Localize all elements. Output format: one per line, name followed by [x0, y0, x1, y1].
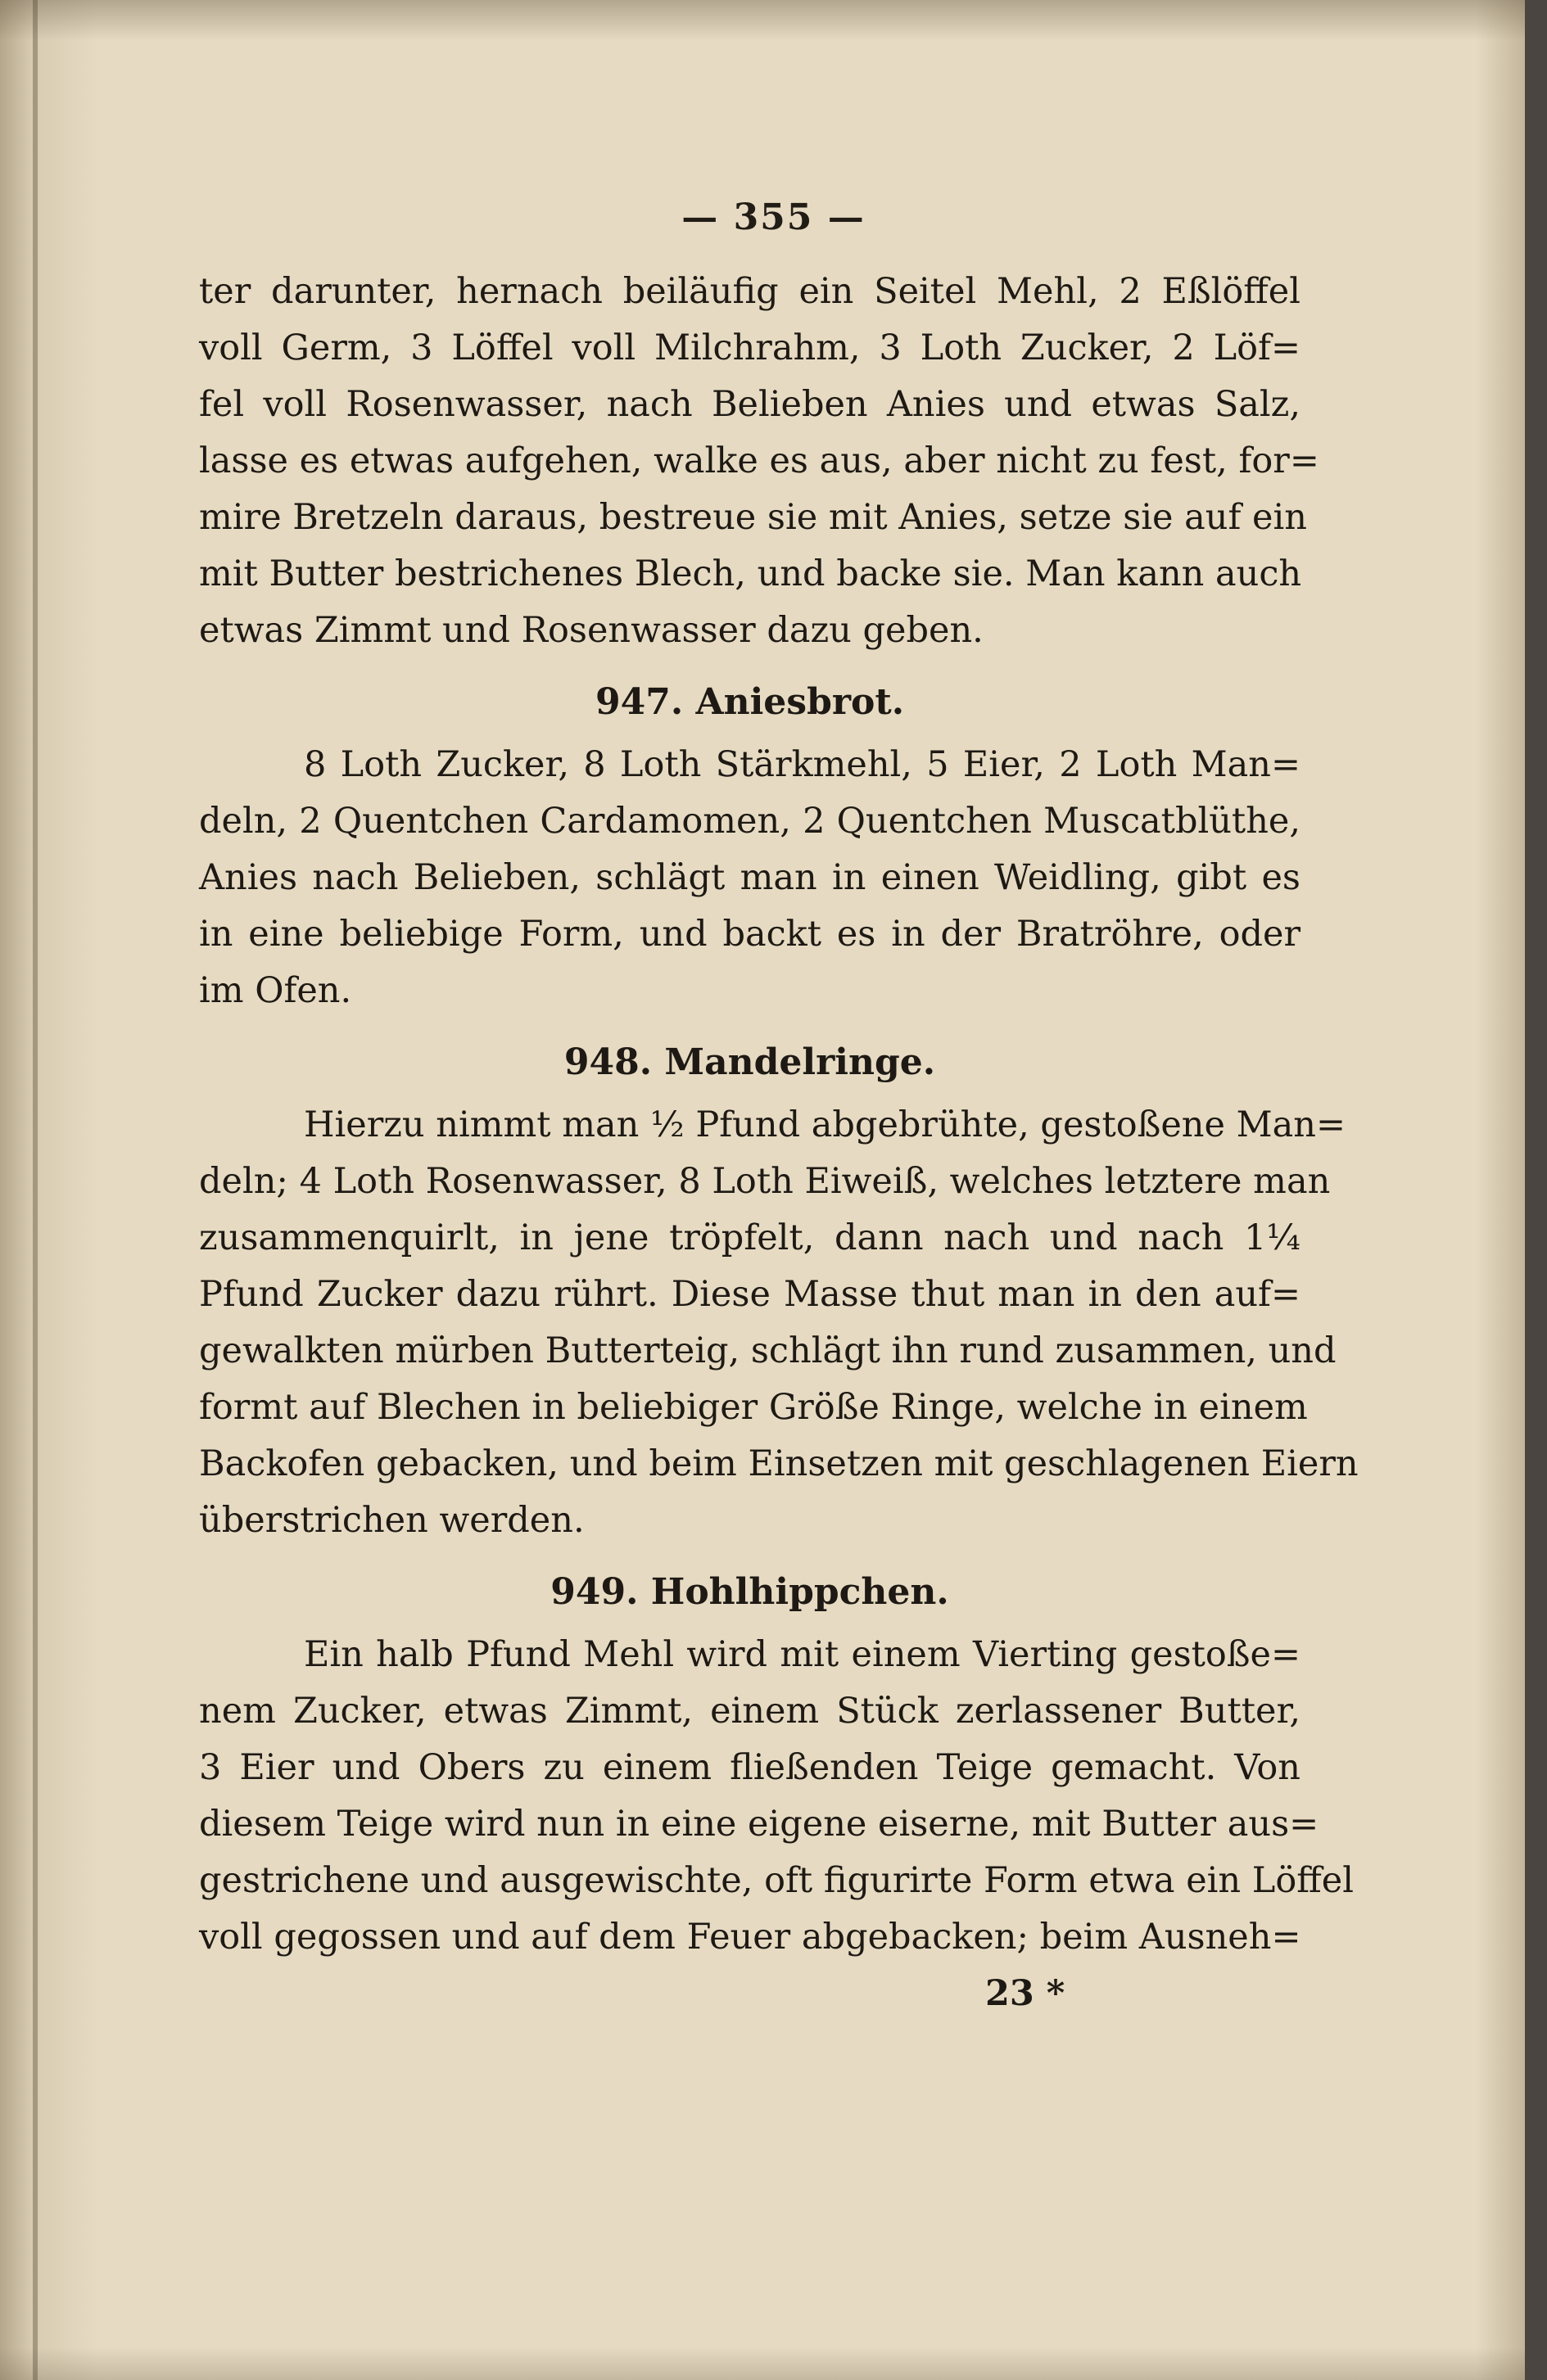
text-line: formt auf Blechen in beliebiger Größe Ringe, welche in einem	[199, 1387, 1308, 1428]
text-line: Hierzu nimmt man ½ Pfund abgebrühte, gestoßene Man=	[304, 1104, 1346, 1145]
text-line: ter darunter, hernach beiläufig ein Seitel Mehl, 2 Eßlöffel	[199, 271, 1300, 312]
recipe-947	[199, 674, 1300, 1019]
text-line: lasse es etwas aufgehen, walke es aus, aber nicht zu fest, for=	[199, 440, 1319, 481]
text-line: nem Zucker, etwas Zimmt, einem Stück zerlassener Butter,	[199, 1691, 1300, 1732]
text-line: deln, 2 Quentchen Cardamomen, 2 Quentchen Muscatblüthe,	[199, 801, 1300, 842]
recipe-949	[199, 1564, 1354, 1966]
text-line: etwas Zimmt und Rosenwasser dazu geben.	[199, 610, 984, 651]
text-line: Anies nach Belieben, schlägt man in einen Weidling, gibt es	[199, 857, 1300, 898]
text-line: mit Butter bestrichenes Blech, und backe sie. Man kann auch	[199, 553, 1302, 594]
text-line: diesem Teige wird nun in eine eigene eiserne, mit Butter aus=	[199, 1804, 1319, 1845]
text-line: Backofen gebacken, und beim Einsetzen mit geschlagenen Eiern	[199, 1443, 1359, 1484]
text-line: gestrichene und ausgewischte, oft figurirte Form etwa ein Löffel	[199, 1860, 1354, 1901]
text-line: gewalkten mürben Butterteig, schlägt ihn rund zusammen, und	[199, 1330, 1337, 1371]
page-text	[199, 264, 1359, 2022]
continuation-paragraph	[199, 264, 1319, 659]
recipe-heading: 947. Aniesbrot.	[595, 681, 905, 723]
text-line: Ein halb Pfund Mehl wird mit einem Vierting gestoße=	[304, 1634, 1300, 1675]
text-line: Pfund Zucker dazu rührt. Diese Masse thut man in den auf=	[199, 1274, 1300, 1315]
text-line: mire Bretzeln daraus, bestreue sie mit Anies, setze sie auf ein	[199, 497, 1307, 538]
signature-mark: 23 *	[985, 1973, 1065, 2014]
text-line: im Ofen.	[199, 970, 352, 1011]
page-number: — 355 —	[681, 196, 866, 238]
recipe-heading: 948. Mandelringe.	[563, 1041, 936, 1083]
recipe-heading: 949. Hohlhippchen.	[550, 1571, 949, 1613]
text-line: voll Germ, 3 Löffel voll Milchrahm, 3 Loth Zucker, 2 Löf=	[199, 327, 1300, 368]
text-line: deln; 4 Loth Rosenwasser, 8 Loth Eiweiß, welches letztere man	[199, 1161, 1331, 1202]
recipe-948	[199, 1034, 1359, 1549]
text-line: voll gegossen und auf dem Feuer abgebacken; beim Ausneh=	[199, 1917, 1301, 1958]
text-line: überstrichen werden.	[199, 1500, 585, 1541]
page-gutter	[33, 0, 38, 2380]
text-line: 3 Eier und Obers zu einem fließenden Teige gemacht. Von	[199, 1747, 1300, 1788]
text-line: 8 Loth Zucker, 8 Loth Stärkmehl, 5 Eier, 2 Loth Man=	[304, 744, 1300, 785]
text-line: zusammenquirlt, in jene tröpfelt, dann nach und nach 1¼	[199, 1217, 1300, 1258]
text-line: fel voll Rosenwasser, nach Belieben Anies und etwas Salz,	[199, 384, 1300, 425]
text-line: in eine beliebige Form, und backt es in der Bratröhre, oder	[199, 914, 1300, 955]
